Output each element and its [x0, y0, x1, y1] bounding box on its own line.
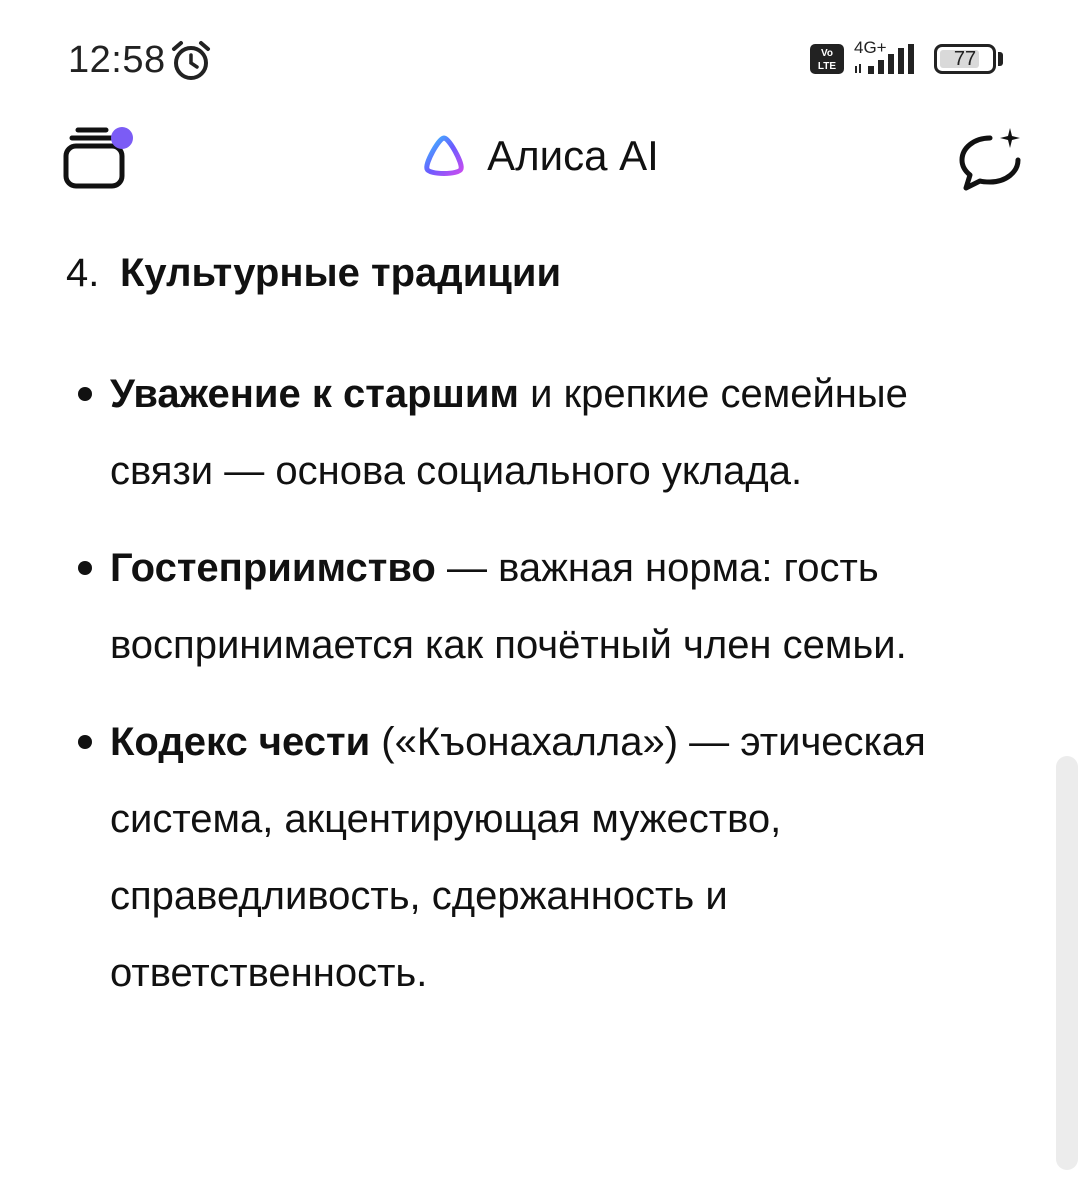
bullet-list [72, 356, 952, 1032]
list-item-bold: Уважение к старшим [110, 372, 520, 416]
svg-text:Vo: Vo [820, 48, 834, 59]
alice-logo-icon [421, 133, 467, 179]
battery-level-text: 77 [953, 48, 977, 70]
scrollbar[interactable] [1056, 756, 1078, 1170]
bullet-dot [78, 387, 92, 401]
list-item-text: и крепкие семейные связи — основа социального уклада. [110, 372, 908, 493]
app-title-area [0, 130, 1080, 190]
bullet-dot [78, 735, 92, 749]
list-item [72, 530, 952, 684]
network-type-label: 4G+ [854, 38, 887, 57]
list-item-bold: Кодекс чести [110, 720, 371, 764]
signal-icon [852, 44, 924, 76]
status-bar [0, 0, 1080, 100]
list-item [72, 704, 952, 1012]
list-item-text: — важная норма: гость воспринимается как почётный член семьи. [110, 546, 907, 667]
app-header [0, 110, 1080, 210]
alarm-icon [168, 38, 214, 84]
battery-icon [934, 44, 996, 74]
section-title: Культурные традиции [120, 251, 562, 295]
app-title: Алиса AI [487, 132, 659, 179]
list-item-bold: Гостеприимство [110, 546, 436, 590]
bullet-dot [78, 561, 92, 575]
list-item [72, 356, 952, 510]
status-time: 12:58 [68, 39, 166, 81]
volte-icon [810, 44, 844, 74]
svg-text:LTE: LTE [817, 61, 837, 72]
battery-tip [998, 52, 1003, 66]
section-heading [66, 248, 561, 298]
list-item-text: («Къонахалла») — этическая система, акцентирующая мужество, справедливость, сдержанность и ответственность. [110, 720, 926, 995]
section-number: 4. [66, 251, 100, 295]
new-chat-icon[interactable] [954, 124, 1026, 196]
